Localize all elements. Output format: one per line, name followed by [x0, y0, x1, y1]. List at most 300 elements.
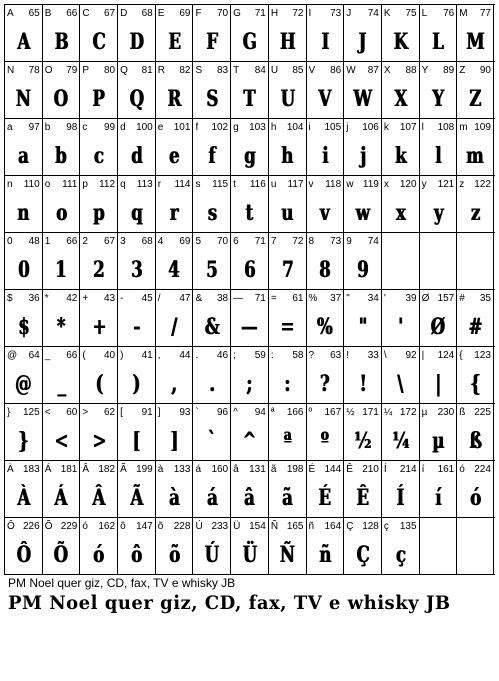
glyph-code: 79: [66, 65, 78, 76]
glyph-rendered-char: L: [432, 29, 444, 55]
glyph-cell: [343, 347, 381, 403]
glyph-sample: [382, 84, 419, 114]
glyph-row: [4, 290, 495, 347]
glyph-sample: [269, 483, 306, 513]
glyph-cell: [192, 347, 230, 403]
glyph-rendered-char: U: [279, 86, 295, 112]
glyph-cell: [155, 347, 193, 403]
glyph-char-label: Ñ: [270, 521, 279, 532]
glyph-code: 68: [141, 236, 153, 247]
glyph-sample: [382, 27, 419, 57]
glyph-char-label: J: [346, 8, 352, 19]
glyph-sample: [344, 84, 381, 114]
glyph-char-label: y: [421, 179, 427, 190]
glyph-code: 66: [66, 350, 78, 361]
glyph-sample: [118, 369, 155, 399]
glyph-label: [82, 122, 115, 133]
glyph-code: 82: [179, 65, 191, 76]
glyph-char-label: T: [233, 65, 240, 76]
glyph-label: [7, 293, 40, 304]
glyph-char-label: \: [383, 350, 387, 361]
glyph-sample: [193, 84, 230, 114]
glyph-char-label: d: [120, 122, 126, 133]
glyph-char-label: .: [195, 350, 199, 361]
glyph-rendered-char: 5: [206, 257, 218, 283]
glyph-cell: [381, 518, 419, 574]
glyph-sample: [457, 369, 493, 399]
glyph-cell: [268, 62, 306, 118]
glyph-label: [346, 179, 379, 190]
glyph-sample: [269, 426, 306, 456]
glyph-cell: [42, 119, 80, 175]
glyph-code: 120: [399, 179, 417, 190]
glyph-code: 181: [60, 464, 78, 475]
glyph-cell: [230, 233, 268, 289]
glyph-char-label: º: [308, 407, 313, 418]
glyph-sample: [118, 483, 155, 513]
glyph-cell: [456, 404, 494, 460]
glyph-code: 198: [286, 464, 304, 475]
glyph-code: 226: [23, 521, 40, 532]
glyph-char-label: õ: [157, 521, 164, 532]
glyph-code: 108: [437, 122, 455, 133]
glyph-code: 47: [179, 293, 191, 304]
glyph-label: [459, 65, 491, 76]
glyph-sample: [43, 369, 80, 399]
glyph-char-label: E: [157, 8, 165, 19]
glyph-cell: [42, 290, 80, 346]
glyph-label: [384, 407, 417, 418]
glyph-code: 104: [286, 122, 304, 133]
glyph-code: 74: [367, 236, 379, 247]
glyph-label: [120, 407, 153, 418]
glyph-cell: [306, 290, 344, 346]
glyph-sample: [43, 198, 80, 228]
glyph-label: [7, 464, 40, 475]
glyph-code: 74: [367, 8, 379, 19]
empty-cell: [419, 518, 457, 574]
glyph-cell: [79, 518, 117, 574]
glyph-sample: [193, 426, 230, 456]
glyph-char-label: 2: [82, 236, 88, 247]
glyph-label: [195, 236, 228, 247]
glyph-char-label: ^: [233, 407, 238, 418]
glyph-char-label: A: [7, 8, 14, 19]
glyph-sample: [269, 27, 306, 57]
glyph-rendered-char: h: [281, 143, 294, 169]
glyph-cell: [192, 461, 230, 517]
glyph-label: [422, 350, 455, 361]
glyph-sample: [382, 369, 419, 399]
empty-cell: [419, 233, 457, 289]
glyph-label: [45, 122, 78, 133]
glyph-sample: [269, 141, 306, 171]
glyph-rendered-char: &: [204, 314, 220, 340]
glyph-cell: [230, 518, 268, 574]
glyph-cell: [155, 290, 193, 346]
glyph-sample: [231, 540, 268, 570]
glyph-label: [459, 350, 491, 361]
glyph-code: 128: [362, 521, 379, 532]
glyph-char-label: U: [270, 65, 279, 76]
glyph-label: [120, 293, 153, 304]
glyph-cell: [306, 347, 344, 403]
glyph-label: [346, 236, 379, 247]
glyph-char-label: ç: [383, 521, 389, 532]
glyph-sample: [307, 84, 344, 114]
glyph-rendered-char: d: [130, 143, 143, 169]
glyph-char-label: p: [82, 179, 88, 190]
glyph-sample: [457, 84, 493, 114]
glyph-code: 171: [362, 407, 379, 418]
glyph-sample: [231, 426, 268, 456]
glyph-label: [195, 179, 228, 190]
glyph-label: [384, 65, 417, 76]
glyph-cell: [230, 176, 268, 232]
glyph-char-label: ]: [157, 407, 161, 418]
glyph-label: [309, 236, 342, 247]
glyph-sample: [5, 369, 42, 399]
glyph-rendered-char: À: [16, 485, 30, 511]
glyph-code: 119: [362, 179, 379, 190]
glyph-code: 101: [173, 122, 191, 133]
glyph-cell: [117, 518, 155, 574]
glyph-label: [82, 293, 115, 304]
glyph-label: [45, 236, 78, 247]
glyph-code: 98: [66, 122, 78, 133]
glyph-char-label: _: [44, 350, 51, 361]
glyph-label: [82, 8, 115, 19]
glyph-label: [7, 236, 40, 247]
glyph-sample: [231, 141, 268, 171]
glyph-cell: [230, 461, 268, 517]
glyph-sample: [156, 84, 193, 114]
glyph-label: [45, 350, 78, 361]
glyph-char-label: Ã: [120, 464, 127, 475]
glyph-cell: [4, 233, 42, 289]
glyph-cell: [4, 62, 42, 118]
glyph-label: [271, 293, 304, 304]
glyph-sample: [344, 426, 381, 456]
glyph-char-label: o: [44, 179, 51, 190]
glyph-char-label: x: [383, 179, 389, 190]
glyph-rendered-char: W: [353, 86, 372, 112]
glyph-cell: [381, 5, 419, 61]
glyph-label: [422, 407, 455, 418]
glyph-code: 183: [23, 464, 40, 475]
glyph-sample: [80, 141, 117, 171]
glyph-cell: [381, 176, 419, 232]
glyph-rendered-char: s: [207, 200, 217, 226]
glyph-rendered-char: E: [167, 29, 181, 55]
glyph-char-label: Ú: [195, 521, 203, 532]
glyph-label: [271, 8, 304, 19]
glyph-code: 165: [286, 521, 304, 532]
glyph-label: [422, 65, 455, 76]
glyph-code: 87: [367, 65, 379, 76]
glyph-char-label: 3: [120, 236, 126, 247]
glyph-char-label: F: [195, 8, 202, 19]
glyph-sample: [307, 255, 344, 285]
glyph-rendered-char: <: [54, 428, 68, 454]
glyph-cell: [306, 404, 344, 460]
glyph-cell: [155, 233, 193, 289]
glyph-char-label: ª: [270, 407, 275, 418]
glyph-code: 117: [287, 179, 304, 190]
glyph-sample: [382, 483, 419, 513]
glyph-sample: [118, 426, 155, 456]
glyph-label: [195, 521, 228, 532]
glyph-sample: [80, 27, 117, 57]
glyph-sample: [5, 540, 42, 570]
glyph-code: 214: [399, 464, 417, 475]
glyph-cell: [268, 461, 306, 517]
glyph-label: [195, 65, 228, 76]
empty-cell: [456, 518, 494, 574]
glyph-code: 68: [141, 8, 153, 19]
glyph-char-label: 0: [7, 236, 13, 247]
glyph-cell: [117, 290, 155, 346]
glyph-rendered-char: i: [321, 143, 328, 169]
glyph-char-label: X: [383, 65, 391, 76]
glyph-rendered-char: â: [244, 485, 255, 511]
glyph-char-label: j: [346, 122, 349, 133]
glyph-char-label: á: [195, 464, 201, 475]
glyph-sample: [156, 198, 193, 228]
glyph-rendered-char: 1: [55, 257, 67, 283]
glyph-rendered-char: M: [465, 29, 485, 55]
glyph-sample: [193, 141, 230, 171]
glyph-sample: [118, 540, 155, 570]
glyph-rendered-char: e: [168, 143, 180, 169]
glyph-label: [346, 464, 379, 475]
glyph-code: 60: [66, 407, 78, 418]
glyph-cell: [456, 176, 494, 232]
glyph-char-label: G: [233, 8, 241, 19]
glyph-rendered-char: #: [468, 314, 483, 340]
glyph-char-label: I: [308, 8, 312, 19]
glyph-code: 107: [399, 122, 417, 133]
glyph-char-label: w: [346, 179, 354, 190]
glyph-char-label: g: [233, 122, 239, 133]
glyph-rendered-char: 4: [168, 257, 180, 283]
glyph-label: [158, 8, 191, 19]
glyph-cell: [155, 119, 193, 175]
glyph-code: 40: [103, 350, 116, 361]
glyph-code: 91: [141, 407, 153, 418]
glyph-code: 78: [28, 65, 40, 76]
glyph-char-label: O: [44, 65, 53, 76]
glyph-label: [384, 464, 417, 475]
glyph-sample: [231, 198, 268, 228]
glyph-char-label: {: [459, 350, 463, 361]
glyph-rendered-char: Q: [129, 86, 144, 112]
glyph-code: 86: [330, 65, 342, 76]
glyph-cell: [42, 461, 80, 517]
glyph-cell: [79, 290, 117, 346]
glyph-cell: [343, 62, 381, 118]
glyph-sample: [344, 540, 381, 570]
glyph-label: [346, 407, 379, 418]
glyph-cell: [456, 290, 494, 346]
glyph-char-label: #: [459, 293, 465, 304]
glyph-rendered-char: :: [284, 371, 291, 397]
glyph-code: 65: [28, 8, 40, 19]
glyph-rendered-char: Ú: [204, 542, 219, 568]
glyph-label: [233, 293, 266, 304]
glyph-rendered-char: @: [15, 371, 32, 397]
glyph-char-label: Á: [44, 464, 52, 475]
glyph-code: 72: [292, 8, 304, 19]
glyph-sample: [80, 426, 117, 456]
glyph-rendered-char: 6: [243, 257, 256, 283]
glyph-sample: [269, 198, 306, 228]
glyph-code: 70: [217, 8, 229, 19]
glyph-sample: [43, 312, 80, 342]
glyph-code: 96: [217, 407, 229, 418]
glyph-cell: [419, 62, 457, 118]
glyph-rendered-char: Y: [432, 86, 444, 112]
glyph-sample: [307, 312, 344, 342]
glyph-label: [7, 179, 40, 190]
glyph-code: 147: [136, 521, 153, 532]
glyph-rendered-char: z: [470, 200, 480, 226]
glyph-code: 38: [217, 293, 229, 304]
glyph-code: 124: [437, 350, 455, 361]
glyph-sample: [5, 84, 42, 114]
glyph-label: [120, 464, 153, 475]
glyph-rendered-char: $: [17, 314, 30, 340]
glyph-rendered-char: ): [132, 371, 141, 397]
glyph-char-label: ,: [157, 350, 161, 361]
glyph-cell: [42, 518, 80, 574]
glyph-cell: [79, 176, 117, 232]
sample-rendered-text: PM Noel quer giz, CD, fax, TV e whisky JB: [8, 592, 451, 615]
glyph-code: 229: [60, 521, 78, 532]
glyph-rendered-char: +: [91, 314, 106, 340]
glyph-char-label: µ: [421, 407, 428, 418]
glyph-sample: [193, 483, 230, 513]
glyph-label: [82, 236, 115, 247]
glyph-cell: [4, 5, 42, 61]
glyph-cell: [419, 5, 457, 61]
glyph-char-label: q: [120, 179, 126, 190]
glyph-sample: [43, 84, 80, 114]
glyph-cell: [79, 233, 117, 289]
glyph-sample: [5, 141, 42, 171]
glyph-label: [271, 236, 304, 247]
glyph-code: 225: [474, 407, 491, 418]
glyph-char-label: M: [459, 8, 468, 19]
glyph-char-label: >: [82, 407, 89, 418]
glyph-code: 233: [211, 521, 229, 532]
glyph-sample: [457, 483, 493, 513]
glyph-label: [271, 464, 304, 475]
glyph-rendered-char: 3: [130, 257, 143, 283]
glyph-label: [309, 8, 342, 19]
glyph-label: [233, 521, 266, 532]
glyph-label: [271, 521, 304, 532]
glyph-row: [4, 119, 495, 176]
glyph-sample: [43, 27, 80, 57]
glyph-rendered-char: x: [395, 200, 406, 226]
glyph-char-label: ô: [120, 521, 126, 532]
glyph-label: [82, 65, 115, 76]
glyph-code: 69: [179, 236, 191, 247]
glyph-char-label: B: [44, 8, 52, 19]
glyph-sample: [156, 255, 193, 285]
glyph-cell: [192, 404, 230, 460]
glyph-cell: [192, 290, 230, 346]
glyph-char-label: 5: [195, 236, 201, 247]
glyph-char-label: 1: [44, 236, 51, 247]
glyph-char-label: f: [195, 122, 199, 133]
glyph-code: 62: [103, 407, 116, 418]
glyph-rendered-char: /: [171, 314, 178, 340]
glyph-sample: [344, 483, 381, 513]
glyph-cell: [79, 119, 117, 175]
glyph-label: [7, 8, 40, 19]
sample-text: PM Noel quer giz, CD, fax, TV e whisky JB: [8, 576, 236, 590]
glyph-char-label: N: [7, 65, 15, 76]
glyph-row: [4, 518, 495, 575]
glyph-rendered-char: g: [243, 143, 256, 169]
glyph-sample: [344, 369, 381, 399]
glyph-cell: [343, 233, 381, 289]
glyph-rendered-char: k: [394, 143, 406, 169]
glyph-rendered-char: C: [92, 29, 106, 55]
glyph-char-label: ó: [459, 464, 465, 475]
glyph-cell: [117, 62, 155, 118]
glyph-code: 77: [479, 8, 491, 19]
glyph-cell: [230, 5, 268, 61]
glyph-char-label: Z: [459, 65, 466, 76]
glyph-label: [384, 8, 417, 19]
glyph-code: 88: [405, 65, 417, 76]
glyph-rendered-char: õ: [168, 542, 180, 568]
glyph-rendered-char: à: [168, 485, 180, 511]
glyph-rendered-char: !: [358, 371, 367, 397]
glyph-code: 46: [217, 350, 229, 361]
glyph-cell: [419, 404, 457, 460]
glyph-cell: [155, 5, 193, 61]
glyph-rendered-char: w: [355, 200, 370, 226]
glyph-label: [384, 293, 417, 304]
glyph-code: 69: [179, 8, 191, 19]
glyph-char-label: ": [346, 293, 350, 304]
glyph-code: 42: [66, 293, 78, 304]
glyph-sample: [307, 198, 344, 228]
glyph-sample: [118, 198, 155, 228]
glyph-rendered-char: 7: [281, 257, 293, 283]
glyph-sample: [457, 27, 493, 57]
glyph-sample: [457, 312, 493, 342]
glyph-code: 35: [479, 293, 491, 304]
glyph-rendered-char: X: [393, 86, 407, 112]
glyph-sample: [231, 255, 268, 285]
glyph-sample: [307, 540, 344, 570]
glyph-cell: [117, 347, 155, 403]
glyph-char-label: $: [7, 293, 13, 304]
glyph-rendered-char: Ü: [242, 542, 257, 568]
glyph-sample: [43, 141, 80, 171]
glyph-cell: [381, 119, 419, 175]
glyph-code: 103: [249, 122, 266, 133]
glyph-sample: [118, 312, 155, 342]
glyph-label: [120, 179, 153, 190]
glyph-code: 61: [292, 293, 304, 304]
glyph-label: [309, 122, 342, 133]
